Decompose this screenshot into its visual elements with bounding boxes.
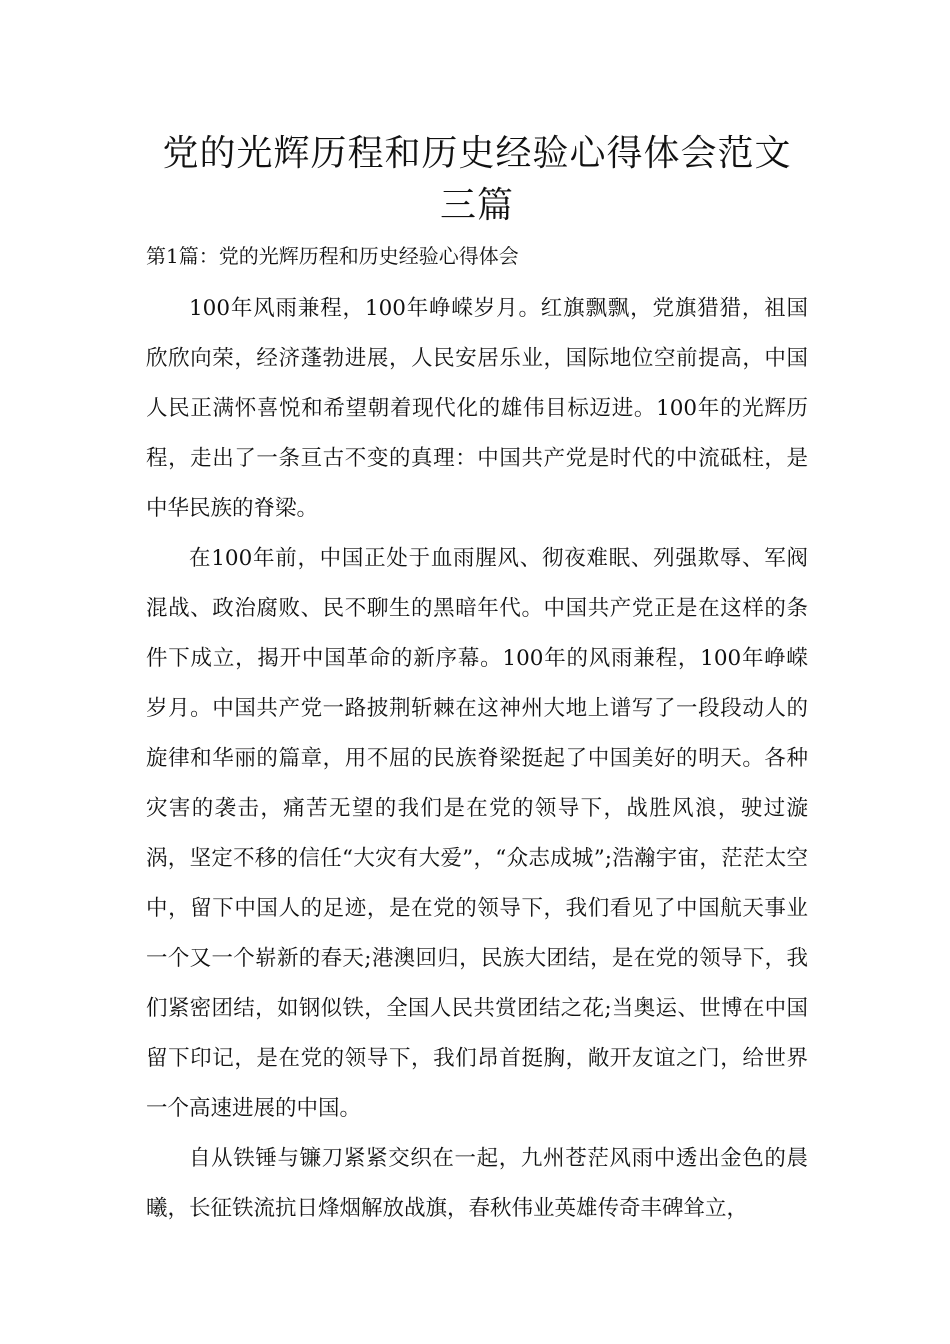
paragraph-3: 自从铁锤与镰刀紧紧交织在一起，九州苍茫风雨中透出金色的晨曦，长征铁流抗日烽烟解放战旗，春秋伟业英雄传奇丰碑耸立，: [146, 1146, 808, 1221]
title-line-2: 三篇: [439, 185, 514, 226]
section-heading: 第1篇：党的光辉历程和历史经验心得体会: [146, 244, 519, 268]
title-line-1: 党的光辉历程和历史经验心得体会范文: [162, 133, 792, 174]
paragraph-2: 在100年前，中国正处于血雨腥风、彻夜难眠、列强欺辱、军阀混战、政治腐败、民不聊生的黑暗年代。中国共产党正是在这样的条件下成立，揭开中国革命的新序幕。100年的风雨兼程，100年峥嵘岁月。中国共产党一路披荆斩棘在这神州大地上谱写了一段段动人的旋律和华丽的篇章，用不屈的民族脊梁挺起了中国美好的明天。各种灾害的袭击，痛苦无望的我们是在党的领导下，战胜风浪，驶过漩涡，坚定不移的信任“大灾有大爱”，“众志成城”;浩瀚宇宙，茫茫太空中，留下中国人的足迹，是在党的领导下，我们看见了中国航天事业一个又一个崭新的春天;港澳回归，民族大团结，是在党的领导下，我们紧密团结，如钢似铁，全国人民共赏团结之花;当奥运、世博在中国留下印记，是在党的领导下，我们昂首挺胸，敞开友谊之门，给世界一个高速进展的中国。: [146, 546, 808, 1121]
document-page: [146, 128, 808, 1234]
paragraph-1: 100年风雨兼程，100年峥嵘岁月。红旗飘飘，党旗猎猎，祖国欣欣向荣，经济蓬勃进展，人民安居乐业，国际地位空前提高，中国人民正满怀喜悦和希望朝着现代化的雄伟目标迈进。100年的光辉历程，走出了一条亘古不变的真理：中国共产党是时代的中流砥柱，是中华民族的脊梁。: [146, 296, 808, 521]
document-title: [146, 128, 808, 232]
